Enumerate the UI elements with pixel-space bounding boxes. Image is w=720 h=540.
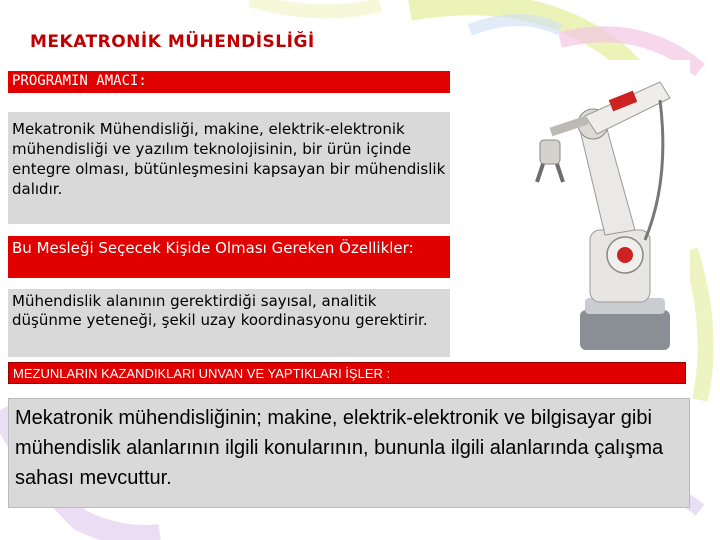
section-body-graduate-titles: Mekatronik mühendisliğinin; makine, elektrik-elektronik ve bilgisayar gibi mühendislik alanlarının ilgili konularının, bununla ilgili alanlarında çalışma sahası mevcuttur. — [8, 398, 690, 508]
section-header-graduate-titles: MEZUNLARIN KAZANDIKLARI UNVAN VE YAPTIKLARI İŞLER : — [8, 362, 686, 384]
industrial-robot-arm-icon — [485, 60, 690, 355]
section-header-required-qualities: Bu Mesleği Seçecek Kişide Olması Gereken Özellikler: — [8, 236, 450, 278]
section-body-program-purpose: Mekatronik Mühendisliği, makine, elektrik-elektronik mühendisliği ve yazılım teknolojisinin, bir ürün içinde entegre olması, bütünleşmesini kapsayan bir mühendislik dalıdır. — [8, 112, 450, 224]
section-header-program-purpose: PROGRAMIN AMACI: — [8, 71, 450, 93]
section-body-required-qualities: Mühendislik alanının gerektirdiği sayısal, analitik düşünme yeteneği, şekil uzay koordinasyonu gerektirir. — [8, 289, 450, 357]
slide-title: MEKATRONİK MÜHENDİSLİĞİ — [30, 32, 315, 52]
